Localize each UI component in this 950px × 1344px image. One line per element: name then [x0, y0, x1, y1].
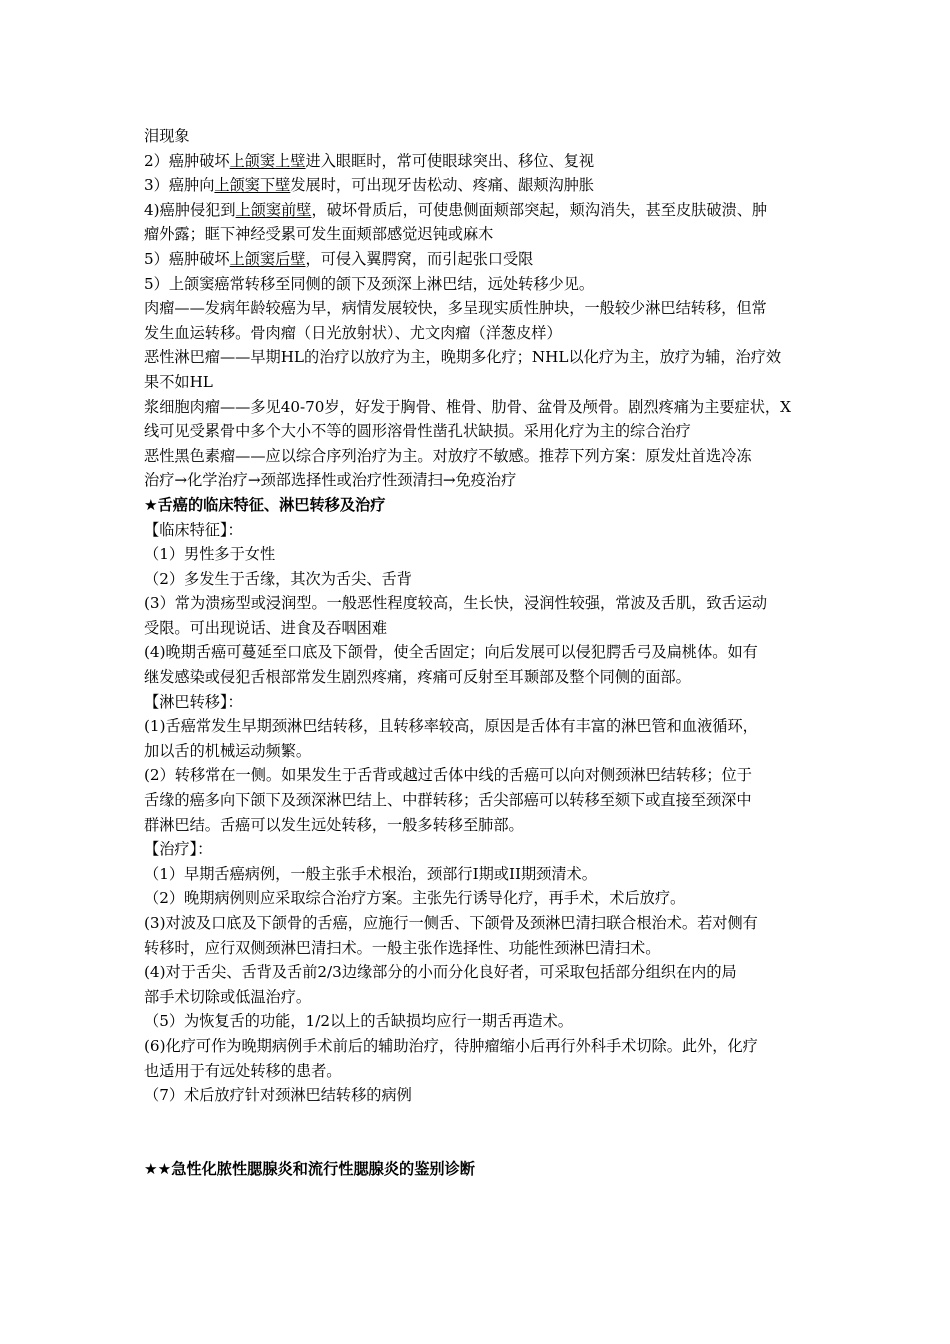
- text-line: 5）上颌窦癌常转移至同侧的颌下及颈深上淋巴结，远处转移少见。: [144, 274, 595, 293]
- underlined-term: 上颌窦后壁: [229, 249, 306, 268]
- text-line: 浆细胞肉瘤——多见40-70岁，好发于胸骨、椎骨、肋骨、盆骨及颅骨。剧烈疼痛为主要症状，X: [144, 397, 791, 416]
- spacer: [144, 1108, 812, 1157]
- underlined-term: 上颌窦前壁: [235, 200, 312, 219]
- text-line: 发生血运转移。骨肉瘤（日光放射状）、尤文肉瘤（洋葱皮样）: [144, 323, 562, 342]
- text-line: (2）转移常在一侧。如果发生于舌背或越过舌体中线的舌癌可以向对侧颈淋巴结转移；位于: [144, 766, 752, 785]
- subsection-label: 【治疗】：: [144, 840, 213, 859]
- text-line: (4)对于舌尖、舌背及舌前2/3边缘部分的小而分化良好者，可采取包括部分组织在内的局: [144, 963, 737, 982]
- text-line: (3）常为溃疡型或浸润型。一般恶性程度较高，生长快，浸润性较强，常波及舌肌，致舌运动: [144, 594, 768, 613]
- text-line: 恶性淋巴瘤——早期HL的治疗以放疗为主，晚期多化疗；NHL以化疗为主，放疗为辅，治疗效: [144, 348, 782, 367]
- text-line: 部手术切除或低温治疗。: [144, 987, 312, 1006]
- text-line: (6)化疗可作为晚期病例手术前后的辅助治疗，待肿瘤缩小后再行外科手术切除。此外，化疗: [144, 1036, 758, 1055]
- text-line: 5）癌肿破坏上颌窦后壁，可侵入翼腭窝，而引起张口受限: [144, 249, 534, 268]
- section-heading: ★舌癌的临床特征、淋巴转移及治疗: [144, 495, 386, 514]
- text-line: （5）为恢复舌的功能，1/2以上的舌缺损均应行一期舌再造术。: [144, 1012, 573, 1031]
- text-line: （2）晚期病例则应采取综合治疗方案。主张先行诱导化疗，再手术，术后放疗。: [144, 889, 686, 908]
- text-line: （1）早期舌癌病例，一般主张手术根治，颈部行Ⅰ期或II期颈清术。: [144, 864, 597, 883]
- text-line: 转移时，应行双侧颈淋巴清扫术。一般主张作选择性、功能性颈淋巴清扫术。: [144, 938, 661, 957]
- subsection-label: 【临床特征】：: [144, 520, 243, 539]
- text-line: 果不如HL: [144, 372, 213, 391]
- text-line: (4)晚期舌癌可蔓延至口底及下颌骨，使全舌固定；向后发展可以侵犯腭舌弓及扁桃体。如有: [144, 643, 758, 662]
- text-line: (3)对波及口底及下颌骨的舌癌，应施行一侧舌、下颌骨及颈淋巴清扫联合根治术。若对侧有: [144, 914, 758, 932]
- text-line: 泪现象: [144, 127, 190, 145]
- text-line: 也适用于有远处转移的患者。: [144, 1061, 342, 1080]
- text-line: 受限。可出现说话、进食及吞咽困难: [144, 618, 387, 637]
- text-line: 线可见受累骨中多个大小不等的圆形溶骨性凿孔状缺损。采用化疗为主的综合治疗: [144, 422, 691, 441]
- text-line: 肉瘤——发病年龄较癌为早，病情发展较快，多呈现实质性肿块，一般较少淋巴结转移，但常: [144, 299, 767, 318]
- text-line: 恶性黑色素瘤——应以综合序列治疗为主。对放疗不敏感。推荐下列方案：原发灶首选冷冻: [144, 446, 752, 465]
- text-line: 2）癌肿破坏上颌窦上壁进入眼眶时，常可使眼球突出、移位、复视: [144, 151, 595, 170]
- text-line: 舌缘的癌多向下颌下及颈深淋巴结上、中群转移；舌尖部癌可以转移至颏下或直接至颈深中: [144, 791, 752, 810]
- underlined-term: 上颌窦上壁: [229, 151, 306, 170]
- section-heading: ★★急性化脓性腮腺炎和流行性腮腺炎的鉴别诊断: [144, 1159, 475, 1178]
- document-page: [144, 124, 812, 1181]
- text-line: 3）癌肿向上颌窦下壁发展时，可出现牙齿松动、疼痛、龈颊沟肿胀: [144, 176, 595, 195]
- text-line: （1）男性多于女性: [144, 545, 276, 564]
- text-line: 群淋巴结。舌癌可以发生远处转移，一般多转移至肺部。: [144, 815, 524, 834]
- text-line: 4)癌肿侵犯到上颌窦前壁，破坏骨质后，可使患侧面颊部突起，颊沟消失，甚至皮肤破溃、肿: [144, 200, 768, 219]
- text-line: 治疗→化学治疗→颈部选择性或治疗性颈清扫→免疫治疗: [144, 471, 517, 490]
- text-line: 瘤外露；眶下神经受累可发生面颊部感觉迟钝或麻木: [144, 225, 494, 244]
- text-line: 加以舌的机械运动频繁。: [144, 741, 312, 760]
- text-line: 继发感染或侵犯舌根部常发生剧烈疼痛，疼痛可反射至耳颞部及整个同侧的面部。: [144, 668, 691, 687]
- text-line: (1)舌癌常发生早期颈淋巴结转移，且转移率较高，原因是舌体有丰富的淋巴管和血液循环，: [144, 717, 758, 736]
- text-line: （7）术后放疗针对颈淋巴结转移的病例: [144, 1086, 412, 1105]
- subsection-label: 【淋巴转移】：: [144, 692, 243, 711]
- text-line: （2）多发生于舌缘，其次为舌尖、舌背: [144, 569, 412, 588]
- underlined-term: 上颌窦下壁: [214, 176, 291, 195]
